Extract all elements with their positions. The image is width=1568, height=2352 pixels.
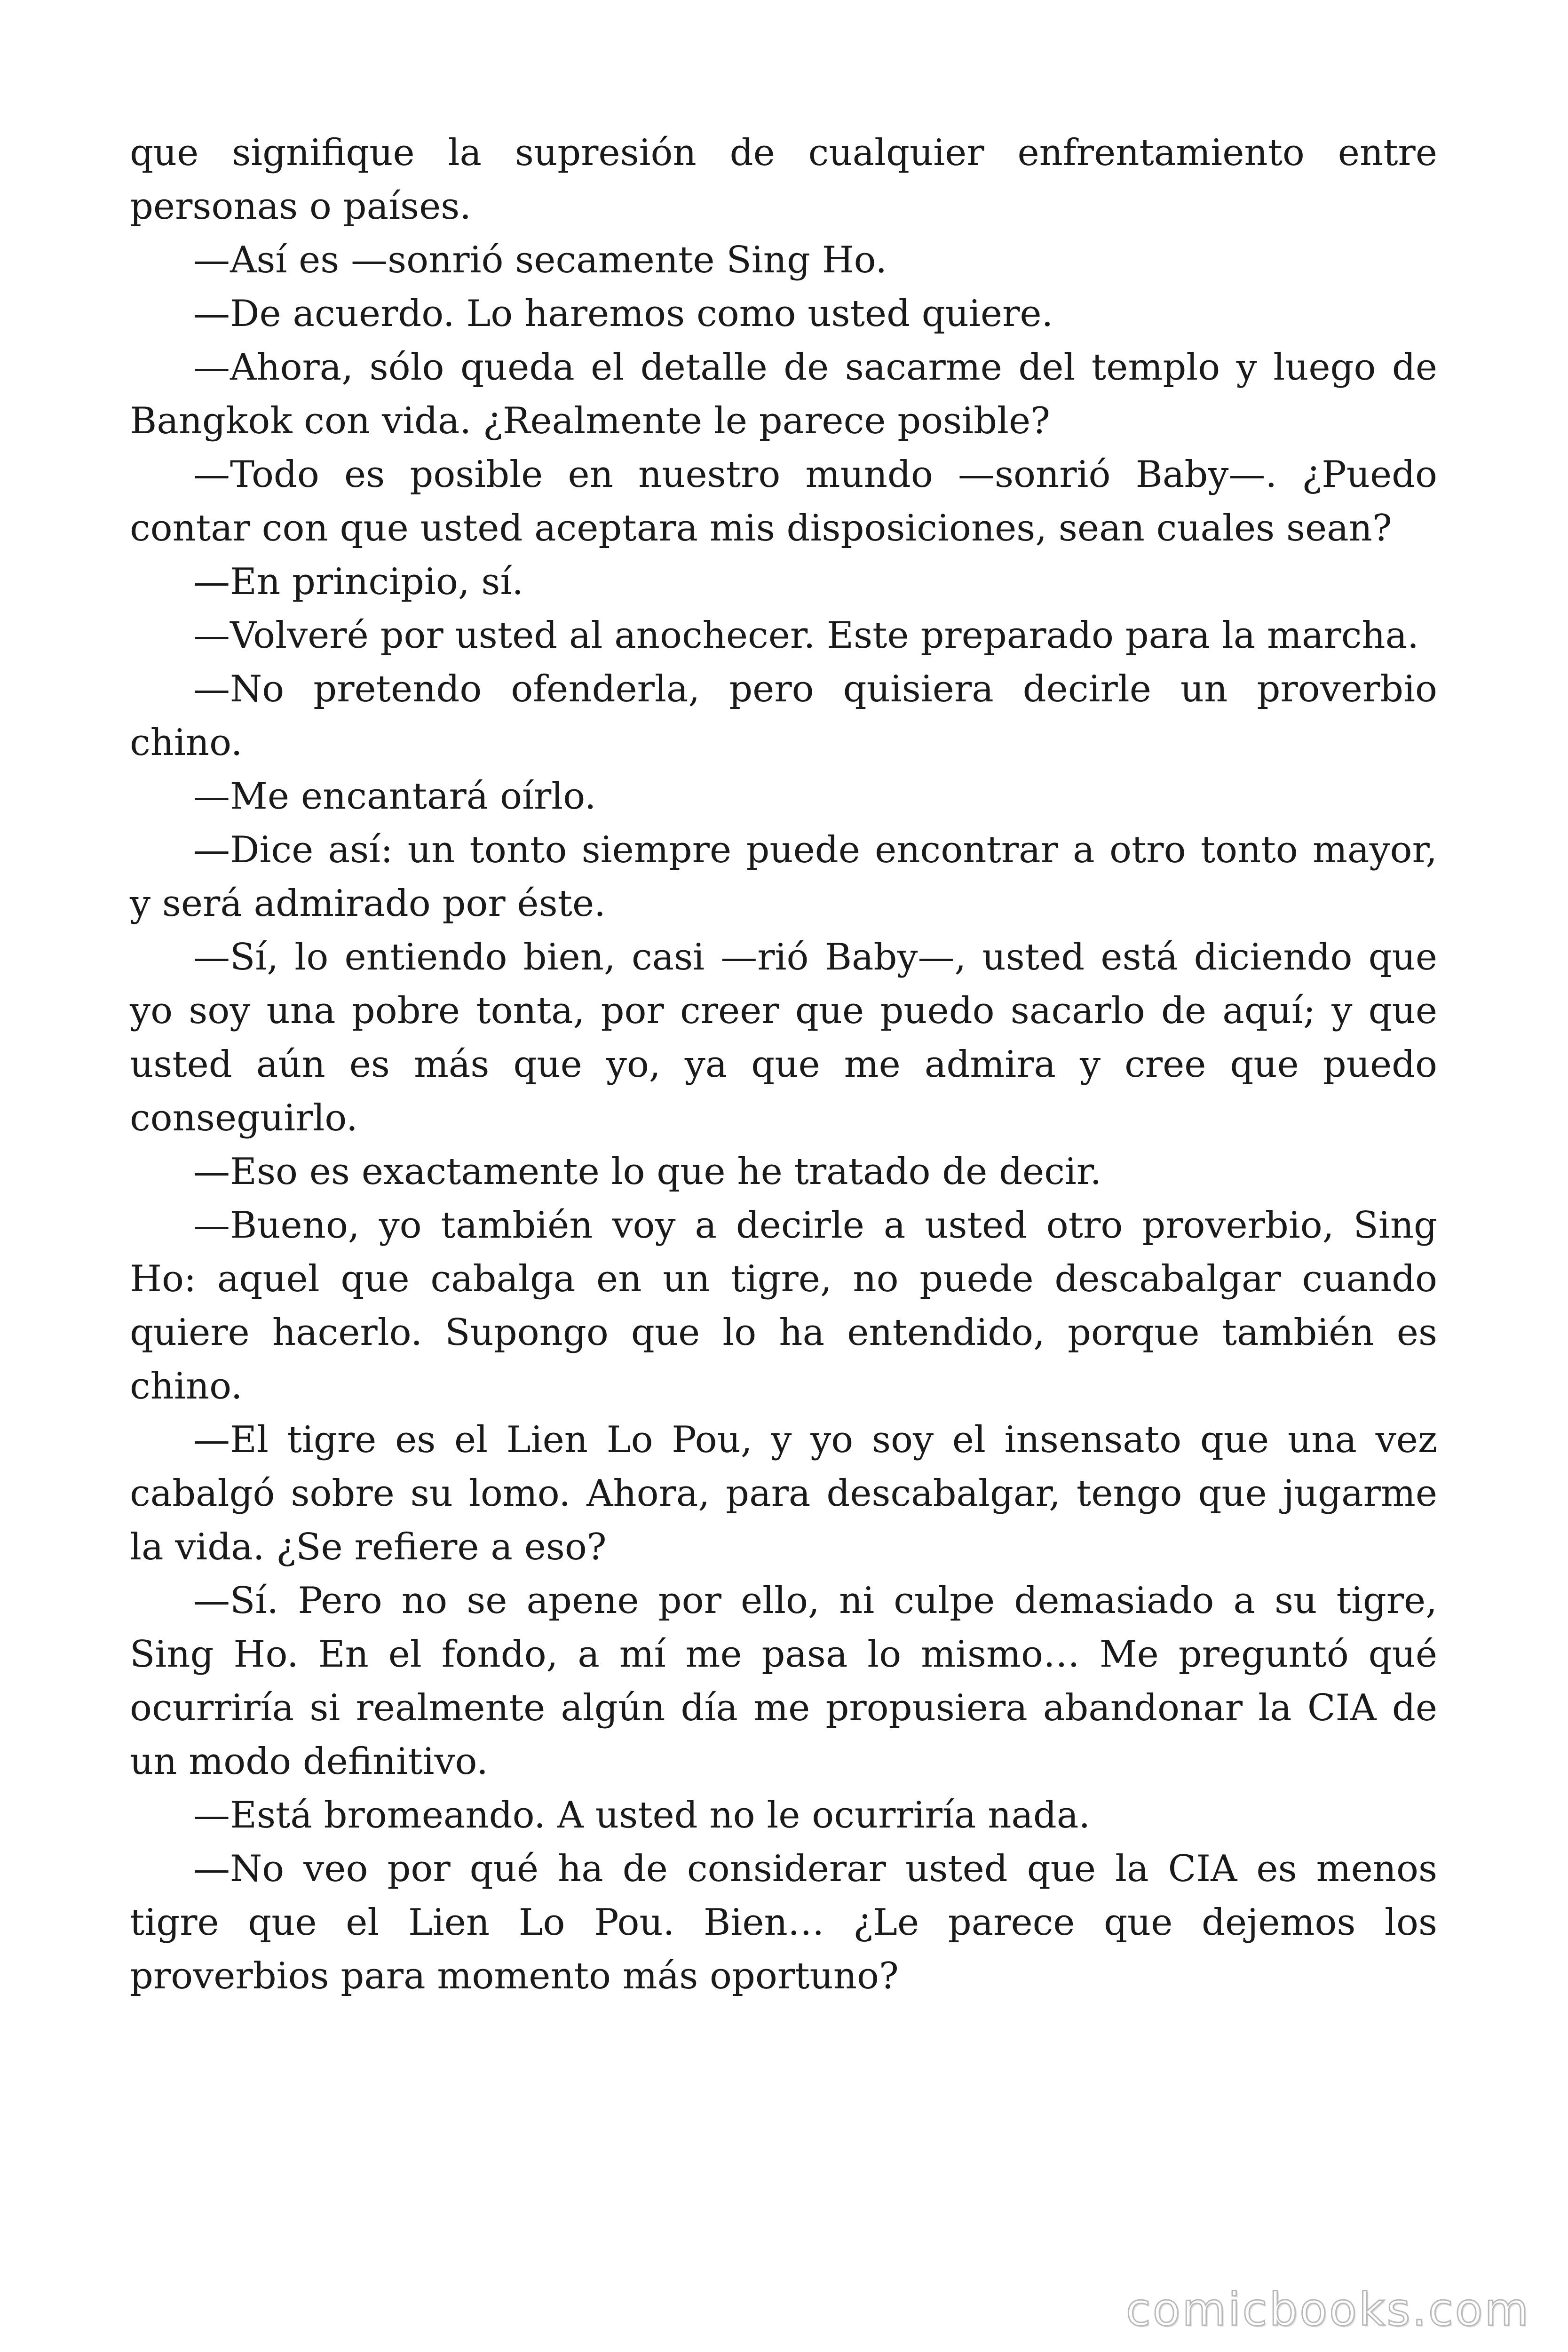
paragraph-17: —No veo por qué ha de considerar usted que la CIA es menos tigre que el Lien Lo Pou. Bien… ¿Le parece que dejemos los proverbios para momento más oportuno? [130, 1848, 1437, 1997]
paragraph-8: —No pretendo ofenderla, pero quisiera decirle un proverbio chino. [130, 668, 1437, 764]
watermark: comicbooks.com [1125, 2283, 1530, 2336]
book-page-text [130, 126, 1437, 2003]
paragraph-9: —Me encantará oírlo. [193, 775, 596, 818]
paragraph-14: —El tigre es el Lien Lo Pou, y yo soy el insensato que una vez cabalgó sobre su lomo. Ahora, para descabalgar, tengo que jugarme la vida. ¿Se refiere a eso? [130, 1419, 1437, 1568]
paragraph-1: que signifique la supresión de cualquier enfrentamiento entre personas o países. [130, 132, 1437, 228]
paragraph-13: —Bueno, yo también voy a decirle a usted otro proverbio, Sing Ho: aquel que cabalga en un tigre, no puede descabalgar cuando quiere hacerlo. Supongo que lo ha entendido, porque también es chino. [130, 1204, 1437, 1407]
paragraph-3: —De acuerdo. Lo haremos como usted quiere. [193, 293, 1053, 335]
paragraph-11: —Sí, lo entiendo bien, casi —rió Baby—, usted está diciendo que yo soy una pobre tonta, por creer que puedo sacarlo de aquí; y que usted aún es más que yo, ya que me admira y cree que puedo conseguirlo. [130, 936, 1437, 1139]
paragraph-12: —Eso es exactamente lo que he tratado de decir. [193, 1151, 1102, 1193]
paragraph-15: —Sí. Pero no se apene por ello, ni culpe demasiado a su tigre, Sing Ho. En el fondo, a mí me pasa lo mismo… Me preguntó qué ocurriría si realmente algún día me propusiera abandonar la CIA de un modo definitivo. [130, 1580, 1437, 1783]
paragraph-16: —Está bromeando. A usted no le ocurriría nada. [193, 1794, 1091, 1836]
paragraph-5: —Todo es posible en nuestro mundo —sonrió Baby—. ¿Puedo contar con que usted aceptara mis disposiciones, sean cuales sean? [130, 453, 1437, 549]
paragraph-7: —Volveré por usted al anochecer. Este preparado para la marcha. [193, 614, 1419, 657]
paragraph-10: —Dice así: un tonto siempre puede encontrar a otro tonto mayor, y será admirado por éste. [130, 829, 1437, 925]
paragraph-6: —En principio, sí. [193, 561, 524, 603]
paragraph-2: —Así es —sonrió secamente Sing Ho. [193, 239, 887, 281]
paragraph-4: —Ahora, sólo queda el detalle de sacarme del templo y luego de Bangkok con vida. ¿Realmente le parece posible? [130, 346, 1437, 442]
